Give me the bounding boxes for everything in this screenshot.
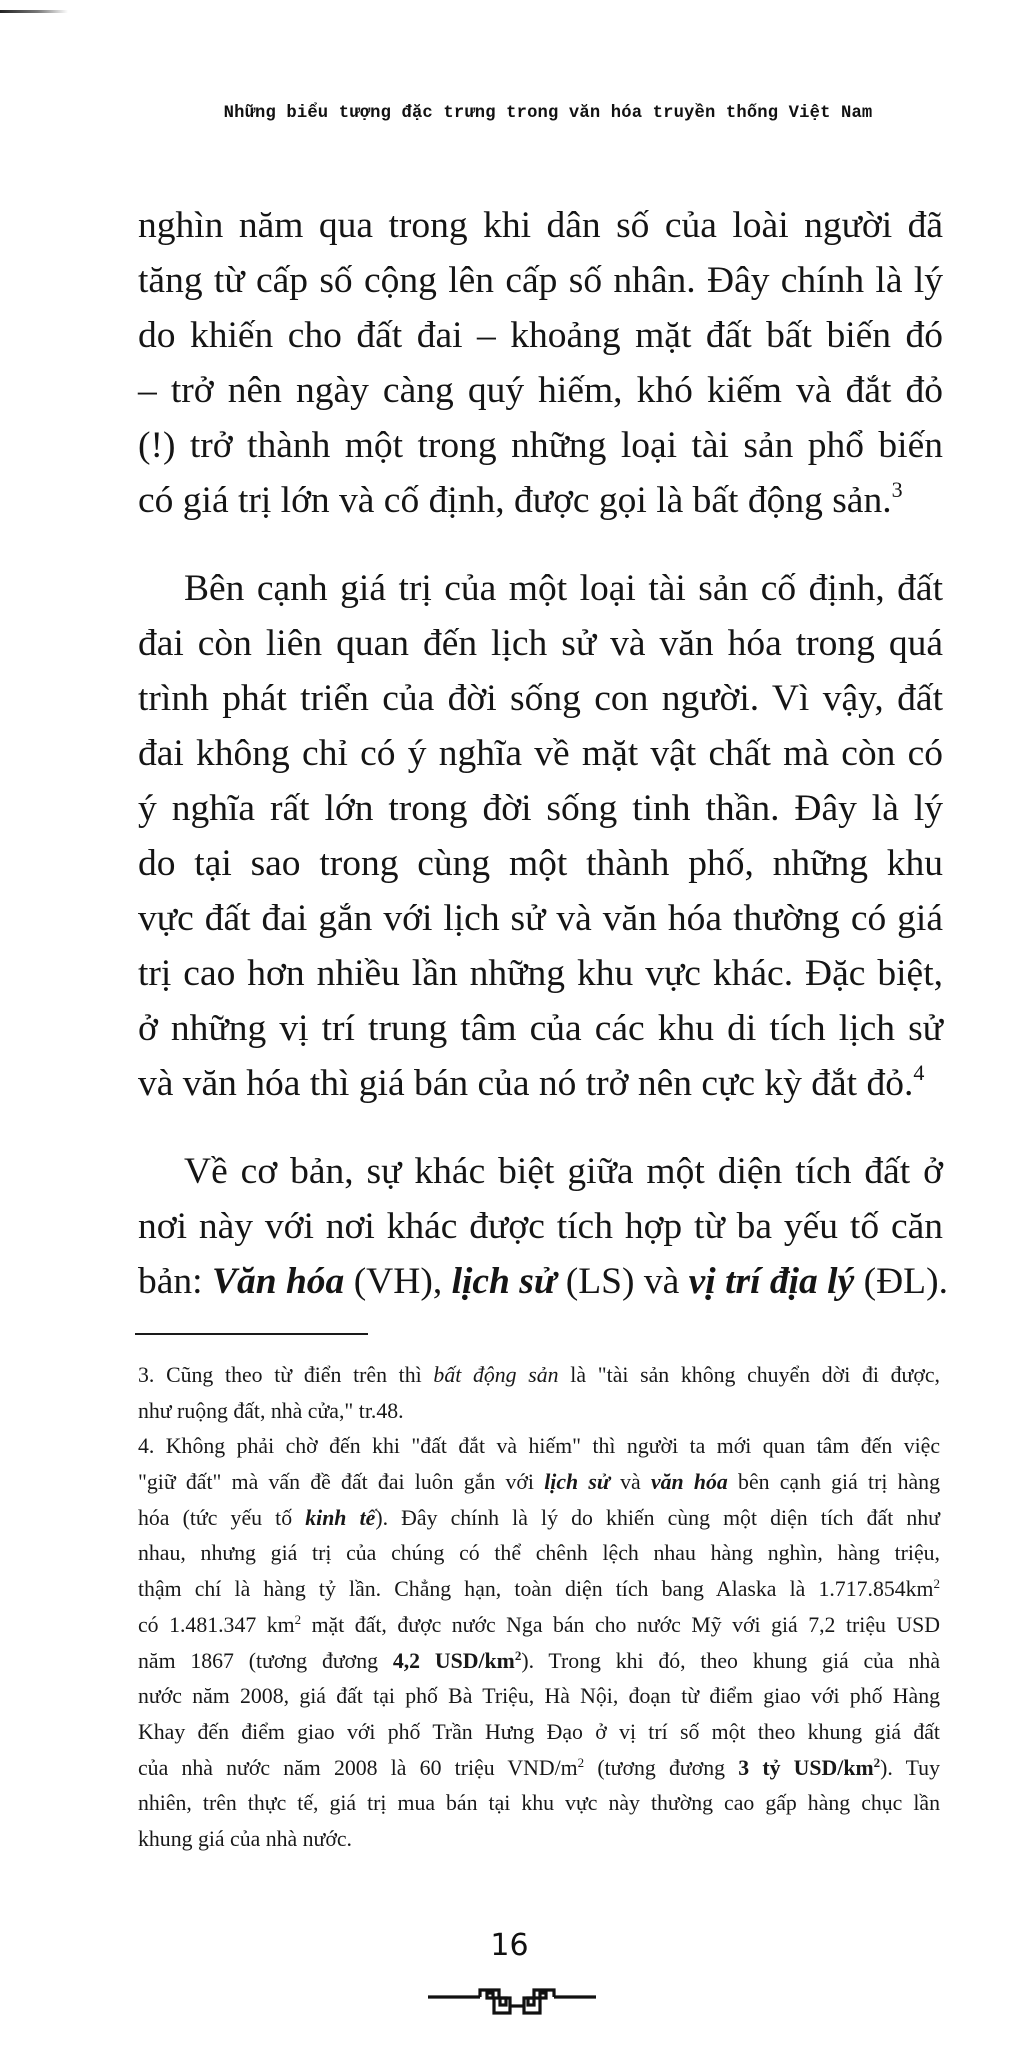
body-line: trị cao hơn nhiều lần những khu vực khác. Đặc biệt, bbox=[138, 953, 943, 994]
page-number: 16 bbox=[490, 1928, 529, 1963]
paragraph-3 bbox=[138, 1144, 948, 1309]
text-run: 4,2 USD/km bbox=[392, 1648, 515, 1673]
term-vi-tri-dia-ly: vị trí địa lý bbox=[688, 1261, 855, 1302]
body-line: Bên cạnh giá trị của một loại tài sản cố định, đất bbox=[184, 568, 943, 609]
footnote-4-line: 4. Không phải chờ đến khi "đất đắt và hiếm" thì người ta mới quan tâm đến việc bbox=[138, 1434, 940, 1459]
text-run: bản: bbox=[138, 1261, 212, 1302]
body-line: tăng từ cấp số cộng lên cấp số nhân. Đây chính là lý bbox=[138, 260, 943, 301]
term-bat-dong-san: bất động sản bbox=[433, 1363, 559, 1387]
text-run: và bbox=[609, 1470, 651, 1495]
body-line: Về cơ bản, sự khác biệt giữa một diện tích đất ở bbox=[184, 1151, 943, 1192]
term-lich-su: lịch sử bbox=[451, 1261, 557, 1302]
body-line bbox=[138, 1056, 943, 1111]
text-run: là "tài sản không chuyển dời đi được, bbox=[558, 1363, 940, 1387]
scan-edge-mark bbox=[0, 10, 68, 13]
superscript: 2 bbox=[873, 1754, 881, 1770]
superscript: 2 bbox=[294, 1611, 302, 1627]
superscript: 2 bbox=[577, 1754, 585, 1770]
footnote-4-line: khung giá của nhà nước. bbox=[138, 1826, 352, 1851]
text-run: ). Tuy bbox=[880, 1755, 940, 1780]
paragraph-1 bbox=[138, 198, 943, 528]
text-run: 3 tỷ USD/km bbox=[738, 1755, 874, 1780]
body-line: do khiến cho đất đai – khoảng mặt đất bất biến đó bbox=[138, 315, 943, 356]
footnotes bbox=[138, 1358, 940, 1858]
term-lich-su: lịch sử bbox=[544, 1470, 610, 1495]
footnote-ref-3[interactable]: 3 bbox=[891, 477, 903, 502]
footnote-3-line: như ruộng đất, nhà cửa," tr.48. bbox=[138, 1398, 404, 1423]
footnote-4-line: nhau, nhưng giá trị của chúng có thể chênh lệch nhau hàng nghìn, hàng triệu, bbox=[138, 1541, 940, 1566]
footnote-4-line bbox=[138, 1644, 940, 1680]
running-header: Những biểu tượng đặc trưng trong văn hóa truyền thống Việt Nam bbox=[223, 104, 873, 123]
footnote-4-line: nước năm 2008, giá đất tại phố Bà Triệu, Hà Nội, đoạn từ điểm giao với phố Hàng bbox=[138, 1684, 940, 1709]
body-line: ở những vị trí trung tâm của các khu di tích lịch sử bbox=[138, 1008, 943, 1049]
paragraph-2 bbox=[138, 561, 943, 1111]
superscript: 2 bbox=[514, 1647, 522, 1663]
body-line: (!) trở thành một trong những loại tài sản phổ biến bbox=[138, 425, 943, 466]
text-run: ). Trong khi đó, theo khung giá của nhà bbox=[521, 1648, 940, 1673]
price-ba-trieu bbox=[738, 1756, 880, 1780]
body-line: do tại sao trong cùng một thành phố, những khu bbox=[138, 843, 943, 884]
footnote-4-line bbox=[138, 1501, 940, 1537]
body-line: đai không chỉ có ý nghĩa về mặt vật chất mà còn có bbox=[138, 733, 943, 774]
footnote-ref-4[interactable]: 4 bbox=[913, 1060, 925, 1085]
body-line: nghìn năm qua trong khi dân số của loài người đã bbox=[138, 205, 943, 246]
body-line: ý nghĩa rất lớn trong đời sống tinh thần. Đây là lý bbox=[138, 788, 943, 829]
body-line: nơi này với nơi khác được tích hợp từ ba yếu tố căn bbox=[138, 1206, 943, 1247]
body-line: – trở nên ngày càng quý hiếm, khó kiếm và đắt đỏ bbox=[138, 370, 943, 411]
body-line: trình phát triển của đời sống con người. Vì vậy, đất bbox=[138, 678, 943, 719]
footnote-4-line bbox=[138, 1465, 940, 1501]
body-line: vực đất đai gắn với lịch sử và văn hóa thường có giá bbox=[138, 898, 943, 939]
text-run: (VH), bbox=[344, 1261, 452, 1302]
body-line: đai còn liên quan đến lịch sử và văn hóa trong quá bbox=[138, 623, 943, 664]
text-run: 3. Cũng theo từ điển trên thì bbox=[138, 1363, 434, 1387]
text-run: mặt đất, được nước Nga bán cho nước Mỹ với giá 7,2 triệu USD bbox=[301, 1612, 940, 1637]
text-run: bên cạnh giá trị hàng bbox=[727, 1470, 940, 1495]
text-run: ). Đây chính là lý do khiến cùng một diện tích đất như bbox=[375, 1505, 940, 1530]
footnote-4-line bbox=[138, 1572, 940, 1608]
text-run: năm 1867 (tương đương bbox=[138, 1648, 393, 1673]
text-run: (tương đương bbox=[584, 1755, 739, 1780]
price-alaska bbox=[393, 1649, 522, 1673]
term-kinh-te: kinh tế bbox=[305, 1505, 376, 1530]
body-text bbox=[138, 198, 948, 1309]
body-line-text: có giá trị lớn và cố định, được gọi là bất động sản. bbox=[138, 480, 892, 521]
superscript: 2 bbox=[933, 1576, 940, 1592]
footnote-4-line: nhiên, trên thực tế, giá trị mua bán tại khu vực này thường cao gấp hàng chục lần bbox=[138, 1791, 940, 1816]
body-line-text: và văn hóa thì giá bán của nó trở nên cực kỳ đắt đỏ. bbox=[138, 1063, 914, 1104]
footnote-4-line bbox=[138, 1608, 940, 1644]
body-line bbox=[138, 1254, 948, 1309]
text-run: (LS) và bbox=[556, 1261, 689, 1302]
term-van-hoa: văn hóa bbox=[650, 1470, 728, 1495]
footnote-3-line bbox=[138, 1358, 940, 1394]
body-line bbox=[138, 473, 943, 528]
footnote-divider bbox=[135, 1333, 368, 1335]
text-run: "giữ đất" mà vấn đề đất đai luôn gắn với bbox=[138, 1470, 545, 1495]
footnote-4-line bbox=[138, 1751, 940, 1787]
text-run: thậm chí là hàng tỷ lần. Chẳng hạn, toàn diện tích bang Alaska là 1.717.854km bbox=[138, 1577, 934, 1602]
text-run: (ĐL). bbox=[854, 1261, 948, 1302]
decorative-ornament-icon bbox=[428, 1982, 596, 2022]
text-run: hóa (tức yếu tố bbox=[138, 1505, 306, 1530]
term-van-hoa: Văn hóa bbox=[211, 1261, 345, 1302]
footnote-4-line: Khay đến điểm giao với phố Trần Hưng Đạo ở vị trí số một theo khung giá đất bbox=[138, 1719, 940, 1744]
text-run: có 1.481.347 km bbox=[138, 1612, 295, 1637]
text-run: của nhà nước năm 2008 là 60 triệu VND/m bbox=[138, 1755, 578, 1780]
